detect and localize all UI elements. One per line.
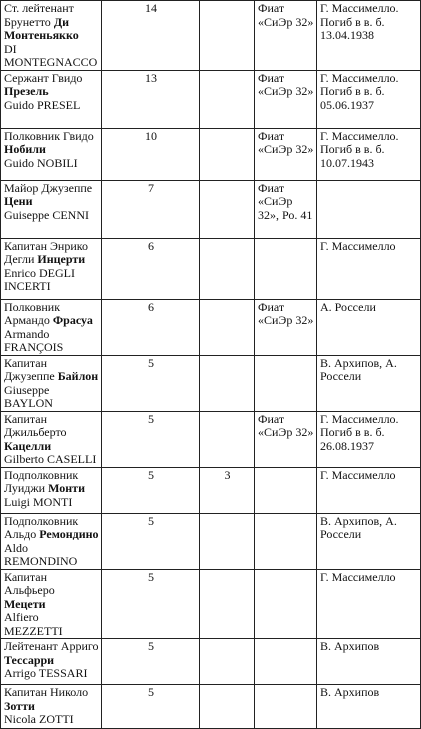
pilot-surname-ru: Цени <box>4 194 33 208</box>
victories-cell: 5 <box>102 639 200 685</box>
aircraft-cell: Фиат «СиЭр 32» <box>255 1 317 71</box>
victories-cell: 6 <box>102 238 200 299</box>
pilot-rank-name: Капитан Джузеппе <box>4 355 55 383</box>
shared-victories-cell <box>200 411 255 467</box>
pilot-surname-ru: Ди Монтеньякко <box>4 14 79 42</box>
victories-cell: 10 <box>102 128 200 180</box>
pilot-rank-name: Майор Джузеппе <box>4 180 93 195</box>
table-row <box>1 411 421 467</box>
pilot-name-cell <box>1 128 102 180</box>
pilot-name-latin: Guiseppe CENNI <box>4 207 89 222</box>
pilot-surname-ru: Зотти <box>4 698 35 713</box>
aircraft-cell: Фиат «СиЭр 32» <box>255 70 317 128</box>
table-row <box>1 128 421 180</box>
pilot-name-latin: Giuseppe BAYLON <box>4 382 53 410</box>
pilot-name-cell <box>1 180 102 238</box>
notes-cell: Г. Массимелло <box>317 569 421 639</box>
pilot-surname-ru: Фрасуа <box>52 313 93 327</box>
pilot-surname-ru: Тессарри <box>4 652 55 667</box>
aircraft-cell <box>255 569 317 639</box>
pilot-rank-name: Подполковник Луиджи <box>4 467 79 495</box>
aircraft-cell <box>255 467 317 513</box>
shared-victories-cell <box>200 180 255 238</box>
shared-victories-cell <box>200 1 255 71</box>
table-row <box>1 569 421 639</box>
shared-victories-cell <box>200 685 255 729</box>
victories-cell: 5 <box>102 467 200 513</box>
aircraft-cell: Фиат «СиЭр 32» <box>255 128 317 180</box>
aircraft-cell <box>255 355 317 411</box>
pilot-surname-ru: Монти <box>48 481 85 495</box>
victories-cell: 5 <box>102 513 200 569</box>
pilot-name-latin: Luigi MONTI <box>4 494 73 509</box>
pilot-surname-ru: Инцерти <box>37 252 86 266</box>
notes-cell <box>317 180 421 238</box>
aircraft-cell <box>255 513 317 569</box>
table-row <box>1 355 421 411</box>
victories-cell: 13 <box>102 70 200 128</box>
table-row <box>1 639 421 685</box>
pilot-name-latin: Aldo REMONDINO <box>4 540 78 568</box>
pilot-name-cell <box>1 467 102 513</box>
pilot-surname-ru: Мецети <box>4 596 46 611</box>
victories-cell: 14 <box>102 1 200 71</box>
pilot-name-cell <box>1 569 102 639</box>
pilot-name-latin: DI MONTEGNACCO <box>4 41 98 69</box>
aircraft-cell: Фиат «СиЭр 32», Ро. 41 <box>255 180 317 238</box>
pilot-name-cell <box>1 639 102 685</box>
shared-victories-cell <box>200 70 255 128</box>
victories-cell: 5 <box>102 569 200 639</box>
pilot-rank-name: Полковник Армандо <box>4 299 61 327</box>
pilot-rank-name: Лейтенант Арриго <box>4 639 99 653</box>
aircraft-cell <box>255 238 317 299</box>
pilot-rank-name: Капитан Энрико Дегли <box>4 238 88 266</box>
pilot-name-latin: Arrigo TESSARI <box>4 666 88 680</box>
victories-cell: 7 <box>102 180 200 238</box>
shared-victories-cell <box>200 299 255 355</box>
notes-cell: Г. Массимелло. Погиб в в. б. 10.07.1943 <box>317 128 421 180</box>
pilot-name-latin: Enrico DEGLI INCERTI <box>4 265 75 293</box>
pilot-name-cell <box>1 70 102 128</box>
pilot-rank-name: Сержант Гвидо <box>4 70 83 85</box>
notes-cell: В. Архипов, А. Россели <box>317 513 421 569</box>
shared-victories-cell <box>200 513 255 569</box>
victories-cell: 5 <box>102 355 200 411</box>
aircraft-cell <box>255 685 317 729</box>
table-row <box>1 513 421 569</box>
pilot-name-latin: Gilberto CASELLI <box>4 452 97 466</box>
shared-victories-cell: 3 <box>200 467 255 513</box>
victories-cell: 5 <box>102 685 200 729</box>
aircraft-cell <box>255 639 317 685</box>
notes-cell: А. Россели <box>317 299 421 355</box>
shared-victories-cell <box>200 639 255 685</box>
pilot-rank-name: Капитан Джильберто <box>4 411 67 439</box>
notes-cell: Г. Массимелло <box>317 467 421 513</box>
pilot-rank-name: Капитан Николо <box>4 685 89 699</box>
notes-cell: В. Архипов <box>317 639 421 685</box>
notes-cell: Г. Массимелло. Погиб в в. б. 26.08.1937 <box>317 411 421 467</box>
pilot-surname-ru: Кацелли <box>4 438 52 453</box>
pilot-name-latin: Guido NOBILI <box>4 155 78 170</box>
pilot-rank-name: Полковник Гвидо <box>4 128 94 143</box>
victories-cell: 5 <box>102 411 200 467</box>
notes-cell: Г. Массимелло. Погиб в в. б. 13.04.1938 <box>317 1 421 71</box>
pilot-name-cell <box>1 355 102 411</box>
aircraft-cell: Фиат «СиЭр 32» <box>255 411 317 467</box>
table-row <box>1 685 421 729</box>
table-row <box>1 1 421 71</box>
notes-cell: В. Архипов <box>317 685 421 729</box>
pilot-surname-ru: Презель <box>4 84 49 98</box>
table-row <box>1 70 421 128</box>
pilot-name-cell <box>1 685 102 729</box>
table-row <box>1 180 421 238</box>
notes-cell: Г. Массимелло <box>317 238 421 299</box>
pilot-name-latin: Armando FRANÇOIS <box>4 326 64 354</box>
shared-victories-cell <box>200 238 255 299</box>
pilot-surname-ru: Ремондино <box>39 527 99 541</box>
victories-cell: 6 <box>102 299 200 355</box>
pilot-name-cell <box>1 411 102 467</box>
shared-victories-cell <box>200 355 255 411</box>
pilot-name-latin: Alfiero MEZZETTI <box>4 610 63 638</box>
shared-victories-cell <box>200 569 255 639</box>
table-row <box>1 238 421 299</box>
table-row <box>1 299 421 355</box>
pilot-rank-name: Капитан Альфьеро <box>4 569 55 597</box>
pilot-rank-name: Подполковник Альдо <box>4 513 79 541</box>
pilot-surname-ru: Байлон <box>57 369 99 383</box>
pilot-name-cell <box>1 238 102 299</box>
pilot-surname-ru: Нобили <box>4 142 46 156</box>
aircraft-cell: Фиат «СиЭр 32» <box>255 299 317 355</box>
notes-cell: Г. Массимелло. Погиб в в. б. 05.06.1937 <box>317 70 421 128</box>
pilot-name-cell <box>1 299 102 355</box>
pilot-name-cell <box>1 1 102 71</box>
pilot-name-latin: Nicola ZOTTI <box>4 712 74 726</box>
notes-cell: В. Архипов, А. Россели <box>317 355 421 411</box>
pilot-name-cell <box>1 513 102 569</box>
pilot-name-latin: Guido PRESEL <box>4 97 81 112</box>
shared-victories-cell <box>200 128 255 180</box>
table-row <box>1 467 421 513</box>
pilot-rank-name: Ст. лейтенант Брунетто <box>4 1 74 29</box>
aces-table-body <box>1 1 421 729</box>
